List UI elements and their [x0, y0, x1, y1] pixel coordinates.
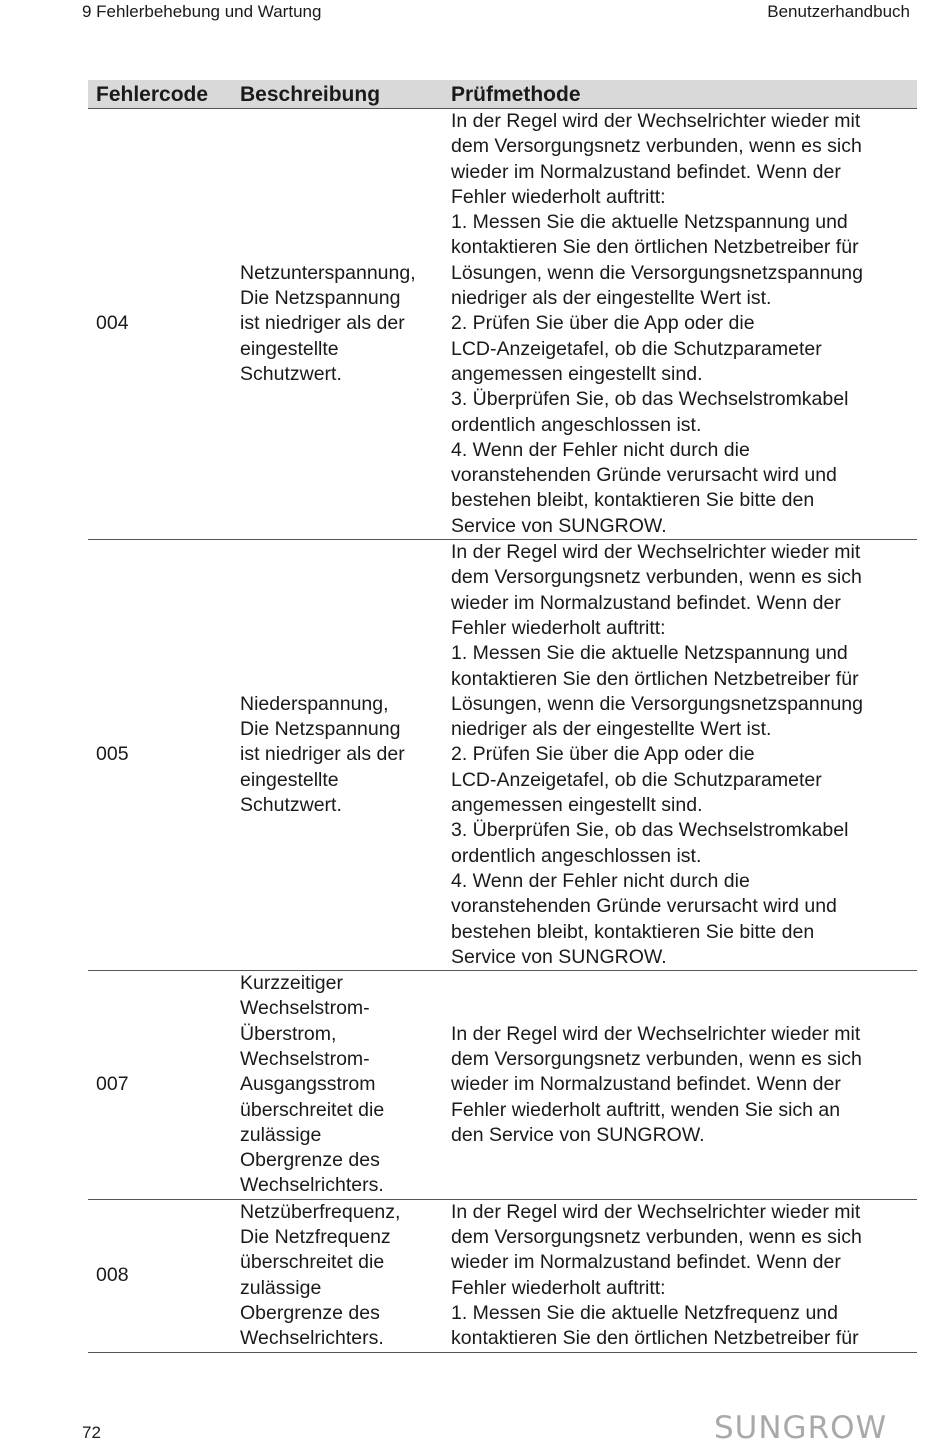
description-line: eingestellte — [240, 337, 339, 360]
document-title: Benutzerhandbuch — [767, 2, 910, 21]
description-line: Wechselstrom- — [240, 997, 370, 1020]
description-cell — [232, 971, 443, 1200]
method-line: ordentlich angeschlossen ist. — [451, 413, 702, 436]
method-line: In der Regel wird der Wechselrichter wieder mit — [451, 1022, 861, 1045]
description-line: eingestellte — [240, 768, 339, 791]
method-line: angemessen eingestellt sind. — [451, 362, 703, 385]
description-line: überschreitet die — [240, 1098, 385, 1121]
description-line: Wechselstrom- — [240, 1047, 370, 1070]
fault-code-cell: 008 — [88, 1199, 232, 1352]
method-line: wieder im Normalzustand befindet. Wenn der — [451, 1251, 841, 1274]
description-line: Schutzwert. — [240, 794, 342, 817]
method-line: Fehler wiederholt auftritt: — [451, 185, 666, 208]
fault-code-table — [88, 80, 917, 1353]
method-line: voranstehenden Gründe verursacht wird und — [451, 895, 837, 918]
description-line: Kurzzeitiger — [240, 972, 343, 995]
description-line: Niederspannung, — [240, 692, 389, 715]
method-line: 1. Messen Sie die aktuelle Netzspannung und — [451, 642, 848, 665]
table-row — [88, 1199, 917, 1352]
column-header-code: Fehlercode — [88, 80, 232, 109]
method-line: kontaktieren Sie den örtlichen Netzbetreiber für — [451, 236, 859, 259]
method-line: LCD-Anzeigetafel, ob die Schutzparameter — [451, 337, 822, 360]
method-line: den Service von SUNGROW. — [451, 1123, 705, 1146]
fault-code-cell: 004 — [88, 109, 232, 540]
method-line: wieder im Normalzustand befindet. Wenn der — [451, 1073, 841, 1096]
description-cell — [232, 540, 443, 971]
method-line: bestehen bleibt, kontaktieren Sie bitte den — [451, 489, 815, 512]
method-line: 4. Wenn der Fehler nicht durch die — [451, 438, 750, 461]
method-line: 2. Prüfen Sie über die App oder die — [451, 743, 755, 766]
method-line: 3. Überprüfen Sie, ob das Wechselstromkabel — [451, 819, 849, 842]
description-line: Die Netzspannung — [240, 287, 401, 310]
method-line: LCD-Anzeigetafel, ob die Schutzparameter — [451, 768, 822, 791]
check-method-cell — [443, 540, 917, 971]
method-line: kontaktieren Sie den örtlichen Netzbetreiber für — [451, 667, 859, 690]
method-line: niedriger als der eingestellte Wert ist. — [451, 287, 772, 310]
description-line: ist niedriger als der — [240, 743, 405, 766]
description-line: Wechselrichters. — [240, 1174, 384, 1197]
check-method-cell — [443, 1199, 917, 1352]
description-line: Netzunterspannung, — [240, 261, 416, 284]
method-line: bestehen bleibt, kontaktieren Sie bitte den — [451, 920, 815, 943]
description-line: Obergrenze des — [240, 1149, 380, 1172]
method-line: kontaktieren Sie den örtlichen Netzbetreiber für — [451, 1327, 859, 1350]
description-line: Netzüberfrequenz, — [240, 1200, 401, 1223]
description-line: ist niedriger als der — [240, 312, 405, 335]
method-line: Fehler wiederholt auftritt: — [451, 616, 666, 639]
table-row — [88, 971, 917, 1200]
description-line: überschreitet die — [240, 1251, 385, 1274]
method-line: dem Versorgungsnetz verbunden, wenn es sich — [451, 135, 862, 158]
fault-code-cell: 007 — [88, 971, 232, 1200]
method-line: 1. Messen Sie die aktuelle Netzfrequenz und — [451, 1301, 838, 1324]
page-number: 72 — [82, 1423, 101, 1442]
method-line: Service von SUNGROW. — [451, 514, 667, 537]
method-line: Lösungen, wenn die Versorgungsnetzspannung — [451, 692, 863, 715]
method-line: ordentlich angeschlossen ist. — [451, 844, 702, 867]
description-line: zulässige — [240, 1123, 322, 1146]
description-line: Obergrenze des — [240, 1301, 380, 1324]
column-header-method: Prüfmethode — [443, 80, 917, 109]
fault-code-cell: 005 — [88, 540, 232, 971]
description-line: Wechselrichters. — [240, 1327, 384, 1350]
check-method-cell — [443, 109, 917, 540]
method-line: In der Regel wird der Wechselrichter wieder mit — [451, 541, 861, 564]
description-line: Die Netzfrequenz — [240, 1226, 391, 1249]
method-line: 4. Wenn der Fehler nicht durch die — [451, 869, 750, 892]
method-line: angemessen eingestellt sind. — [451, 794, 703, 817]
description-cell — [232, 1199, 443, 1352]
method-line: Lösungen, wenn die Versorgungsnetzspannung — [451, 261, 863, 284]
table-row — [88, 109, 917, 540]
method-line: In der Regel wird der Wechselrichter wieder mit — [451, 1200, 861, 1223]
method-line: Fehler wiederholt auftritt, wenden Sie sich an — [451, 1098, 841, 1121]
check-method-cell — [443, 971, 917, 1200]
table-header-row — [88, 80, 917, 109]
method-line: wieder im Normalzustand befindet. Wenn der — [451, 160, 841, 183]
method-line: 3. Überprüfen Sie, ob das Wechselstromkabel — [451, 388, 849, 411]
method-line: 2. Prüfen Sie über die App oder die — [451, 312, 755, 335]
description-line: Schutzwert. — [240, 362, 342, 385]
section-title: 9 Fehlerbehebung und Wartung — [82, 2, 322, 21]
method-line: Fehler wiederholt auftritt: — [451, 1276, 666, 1299]
description-line: Überstrom, — [240, 1022, 337, 1045]
table-row — [88, 540, 917, 971]
method-line: dem Versorgungsnetz verbunden, wenn es sich — [451, 566, 862, 589]
method-line: 1. Messen Sie die aktuelle Netzspannung und — [451, 211, 848, 234]
description-line: Ausgangsstrom — [240, 1073, 376, 1096]
method-line: Service von SUNGROW. — [451, 945, 667, 968]
description-line: zulässige — [240, 1276, 322, 1299]
table-body — [88, 109, 917, 1353]
description-line: Die Netzspannung — [240, 718, 401, 741]
method-line: wieder im Normalzustand befindet. Wenn der — [451, 591, 841, 614]
column-header-description: Beschreibung — [232, 80, 443, 109]
method-line: niedriger als der eingestellte Wert ist. — [451, 718, 772, 741]
method-line: In der Regel wird der Wechselrichter wieder mit — [451, 110, 861, 132]
description-cell — [232, 109, 443, 540]
method-line: dem Versorgungsnetz verbunden, wenn es sich — [451, 1226, 862, 1249]
method-line: dem Versorgungsnetz verbunden, wenn es sich — [451, 1047, 862, 1070]
sungrow-logo: SUNGROW — [714, 1410, 888, 1446]
method-line: voranstehenden Gründe verursacht wird und — [451, 464, 837, 487]
